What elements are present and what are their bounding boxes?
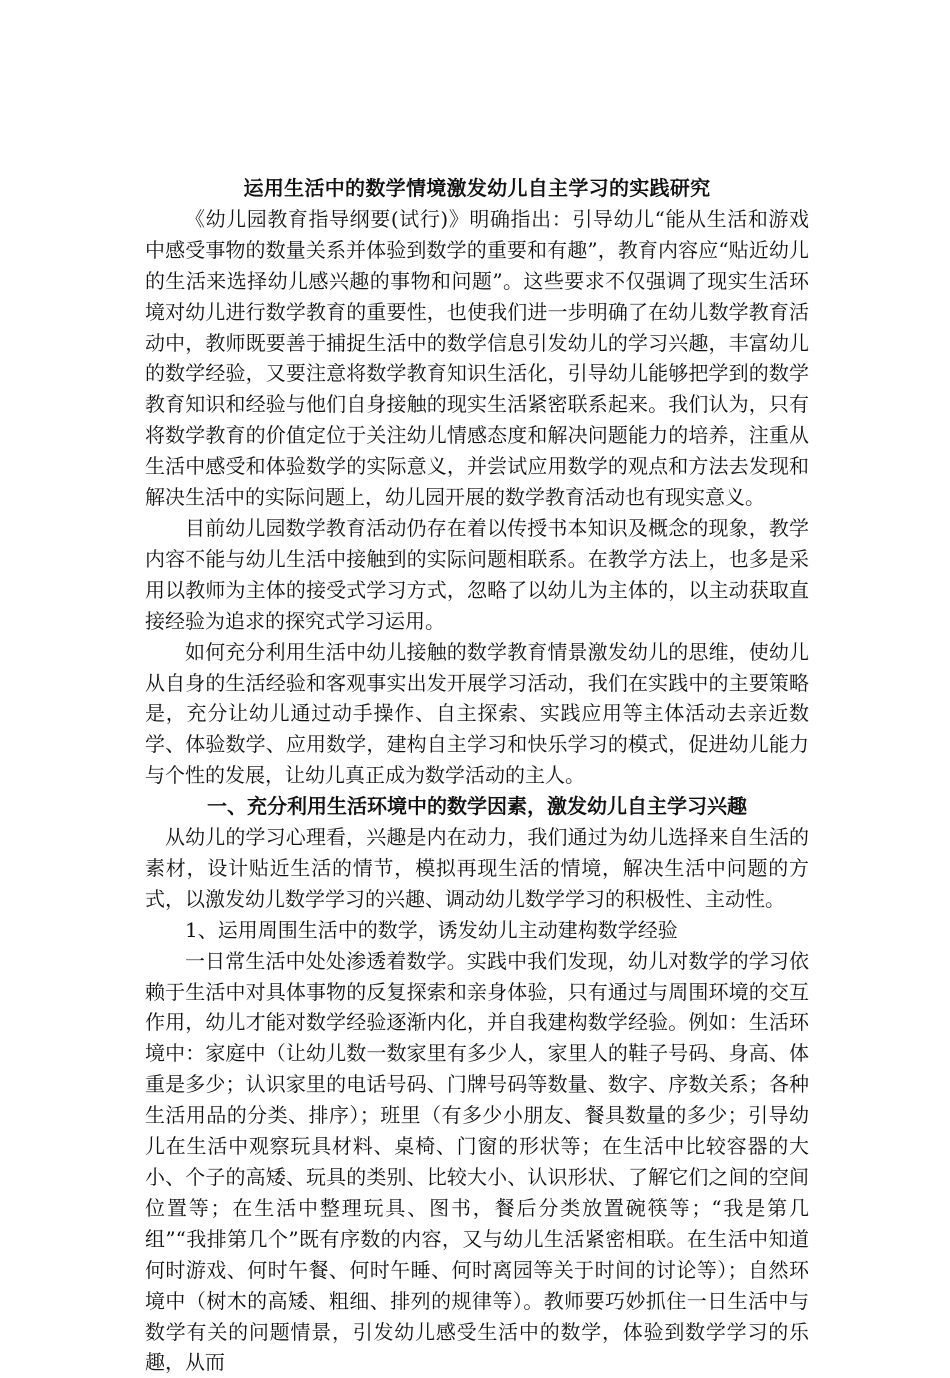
section-heading: 一、充分利用生活环境中的数学因素，激发幼儿自主学习兴趣 [207, 794, 747, 819]
document-title: 运用生活中的数学情境激发幼儿自主学习的实践研究 [243, 176, 711, 200]
subsection-heading: 1、运用周围生活中的数学，诱发幼儿主动建构数学经验 [185, 917, 678, 942]
paragraph-current-status: 目前幼儿园数学教育活动仍存在着以传授书本知识及概念的现象，教学内容不能与幼儿生活中接触到的实际问题相联系。在教学方法上，也多是采用以教师为主体的接受式学习方式，忽略了以幼儿为主体的，以主动获取直接经验为追求的探究式学习运用。 [145, 515, 809, 633]
document-body [145, 173, 809, 1378]
paragraph-guideline: 《幼儿园教育指导纲要(试行)》明确指出：引导幼儿“能从生活和游戏中感受事物的数量关系并体验到数学的重要和有趣”，教育内容应“贴近幼儿的生活来选择幼儿感兴趣的事物和问题”。这些要求不仅强调了现实生活环境对幼儿进行数学教育的重要性，也使我们进一步明确了在幼儿数学教育活动中，教师既要善于捕捉生活中的数学信息引发幼儿的学习兴趣，丰富幼儿的数学经验，又要注意将数学教育知识生活化，引导幼儿能够把学到的数学教育知识和经验与他们自身接触的现实生活紧密联系起来。我们认为，只有将数学教育的价值定位于关注幼儿情感态度和解决问题能力的培养，注重从生活中感受和体验数学的实际意义，并尝试应用数学的观点和方法去发现和解决生活中的实际问题上，幼儿园开展的数学教育活动也有现实意义。 [145, 206, 809, 510]
paragraph-strategy: 如何充分利用生活中幼儿接触的数学教育情景激发幼儿的思维，使幼儿从自身的生活经验和客观事实出发开展学习活动，我们在实践中的主要策略是，充分让幼儿通过动手操作、自主探索、实践应用等主体活动去亲近数学、体验数学、应用数学，建构自主学习和快乐学习的模式，促进幼儿能力与个性的发展，让幼儿真正成为数学活动的主人。 [145, 639, 809, 788]
section-intro: 从幼儿的学习心理看，兴趣是内在动力，我们通过为幼儿选择来自生活的素材，设计贴近生活的情节，模拟再现生活的情境，解决生活中问题的方式，以激发幼儿数学学习的兴趣、调动幼儿数学学习的积极性、主动性。 [145, 825, 809, 911]
subsection-body: 一日常生活中处处渗透着数学。实践中我们发现，幼儿对数学的学习依赖于生活中对具体事物的反复探索和亲身体验，只有通过与周围环境的交互作用，幼儿才能对数学经验逐渐内化，并自我建构数学经验。例如：生活环境中：家庭中（让幼儿数一数家里有多少人，家里人的鞋子号码、身高、体重是多少；认识家里的电话号码、门牌号码等数量、数字、序数关系；各种生活用品的分类、排序）；班里（有多少小朋友、餐具数量的多少；引导幼儿在生活中观察玩具材料、桌椅、门窗的形状等；在生活中比较容器的大小、个子的高矮、玩具的类别、比较大小、认识形状、了解它们之间的空间位置等；在生活中整理玩具、图书，餐后分类放置碗筷等；“我是第几组”“我排第几个”既有序数的内容，又与幼儿生活紧密相联。在生活中知道何时游戏、何时午餐、何时午睡、何时离园等关于时间的讨论等）；自然环境中（树木的高矮、粗细、排列的规律等）。教师要巧妙抓住一日生活中与数学有关的问题情景，引发幼儿感受生活中的数学，体验到数学学习的乐趣，从而 [145, 948, 809, 1375]
